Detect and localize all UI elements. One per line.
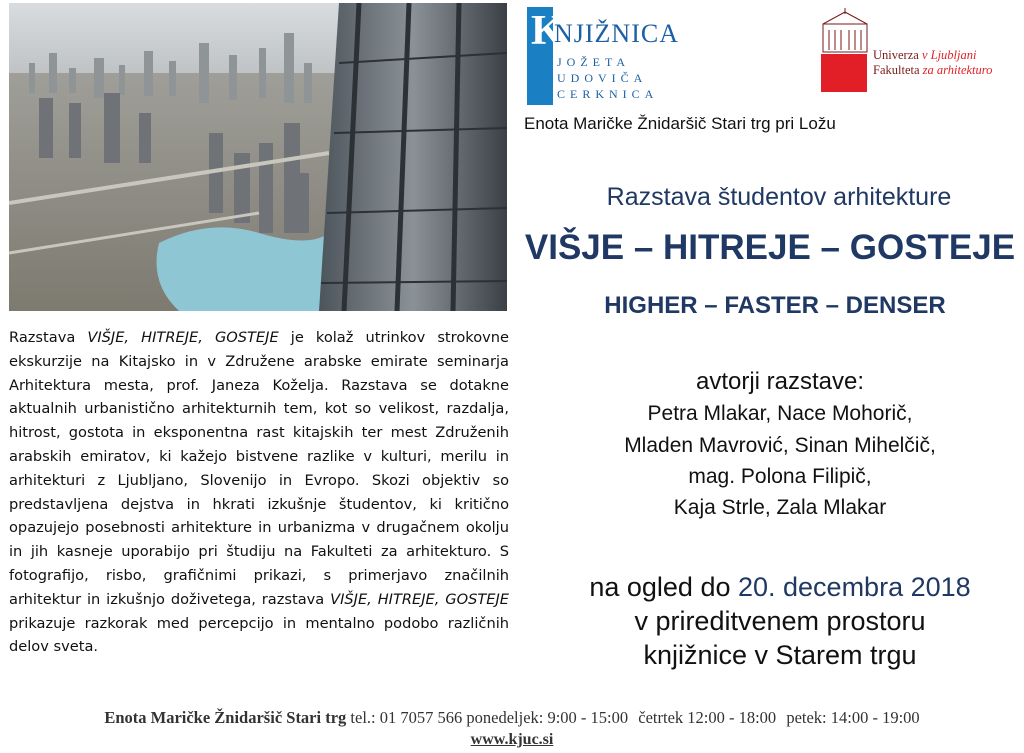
viewing-venue: v prireditvenem prostoru [634,606,926,636]
viewing-period: na ogled do 20. decembra 2018 [589,572,971,602]
author-line: mag. Polona Filipič, [688,465,872,488]
footer-hours-friday: petek: 14:00 - 19:00 [786,708,920,727]
footer-hours-monday: ponedeljek: 9:00 - 15:00 [466,708,629,727]
author-line: Mladen Mavrović, Sinan Mihelčič, [624,434,936,457]
footer-unit: Enota Maričke Žnidaršič Stari trg [104,708,347,727]
library-logo-line-3: CERKNICA [557,87,659,101]
footer-contact [0,708,1024,728]
university-name: Univerza v Ljubljani [873,48,977,62]
exhibition-title-slovene: VIŠJE – HITREJE – GOSTEJE [524,228,1016,267]
footer-phone: tel.: 01 7057 566 [350,708,463,727]
exhibition-photo [9,3,507,311]
website-link[interactable]: www.kjuc.si [470,731,554,748]
exhibition-description: Razstava VIŠJE, HITREJE, GOSTEJE je kolaž utrinkov strokovne ekskurzije na Kitajsko in v Združene arabske emirate seminarja Arhitektura mesta, prof. Janeza Koželja. Razstava se dotakne aktualnih urbanistično arhitekturnih tem, kot so velikost, razdalja, hitrost, gostota in eksponentna rast kitajskih ter mest Združenih arabskih emiratov, ki kažejo bistvene razlike v kulturi, merilu in arhitekturi z Ljubljano, Slovenijo in Evropo. Skozi objektiv so predstavljena dejstva in hkrati izkušnje študentov, ki kritično opazujejo posebnosti arhitekture in urbanizma v drugačnem okolju in jih kasneje uporabijo pri študiju na Fakulteti za arhitekturo. S fotografijo, risbo, grafičnimi prikazi, s primerjavo značilnih arhitektur in izkušnjo doživetega, razstava VIŠJE, HITREJE, GOSTEJE prikazuje razkorak med percepcijo in mentalno podobo različnih delov sveta. [9,329,510,656]
university-building-icon [821,8,869,54]
library-logo [527,7,679,107]
footer-hours-thursday: četrtek 12:00 - 18:00 [638,708,777,727]
exhibition-label: Razstava študentov arhitekture [606,183,952,211]
library-unit: Enota Maričke Žnidaršič Stari trg pri Ložu [524,114,836,133]
authors-label: avtorji razstave: [695,368,865,395]
library-logo-line-1: JOŽETA [557,55,631,69]
faculty-name: Fakulteta za arhitekturo [873,63,993,77]
library-logo-k: K [531,8,564,54]
author-line: Kaja Strle, Zala Mlakar [673,496,887,519]
library-logo-line-2: UDOVIČA [557,71,648,85]
library-logo-name: NJIŽNICA [554,19,679,48]
exhibition-title-english: HIGHER – FASTER – DENSER [604,292,946,319]
university-logo [818,8,1023,88]
viewing-end-date: 20. decembra 2018 [737,572,971,602]
author-line: Petra Mlakar, Nace Mohorič, [647,402,913,425]
viewing-venue-location: knjižnice v Starem trgu [643,640,917,670]
university-logo-red-block [821,54,867,92]
